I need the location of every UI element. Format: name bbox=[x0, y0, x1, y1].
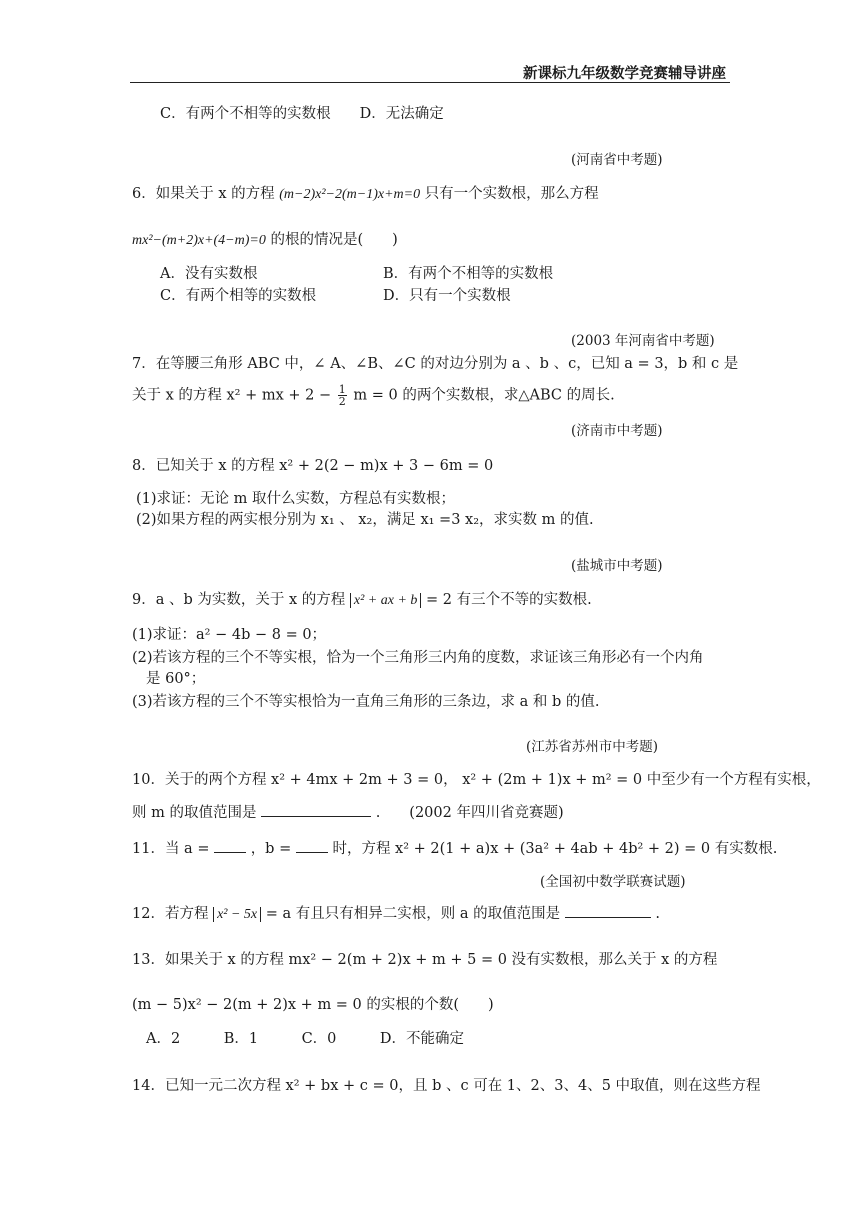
q11-text-2: ，b = bbox=[250, 841, 292, 857]
fraction-numerator: 1 bbox=[338, 383, 346, 396]
question-13: 13．如果关于 x 的方程 mx² − 2(m + 2)x + m + 5 = 0 没有实数根，那么关于 x 的方程 bbox=[132, 952, 718, 968]
fraction bbox=[338, 384, 347, 407]
q11-text: 11．当 a = bbox=[132, 841, 210, 857]
source-note: (江苏省苏州市中考题) bbox=[526, 739, 659, 755]
question-9 bbox=[132, 590, 592, 611]
q9-text-2: = 2 有三个不等的实数根. bbox=[426, 592, 592, 608]
fraction-denominator: 2 bbox=[338, 395, 346, 408]
answer-blank[interactable] bbox=[214, 838, 246, 853]
q5-options-cd: C．有两个不相等的实数根 D．无法确定 bbox=[160, 106, 444, 122]
q13-options: A．2 B．1 C．0 D．不能确定 bbox=[146, 1031, 465, 1047]
q9-part-3: (3)若该方程的三个不等实根恰为一直角三角形的三条边，求 a 和 b 的值. bbox=[132, 694, 600, 710]
q6-option-d: D．只有一个实数根 bbox=[383, 288, 511, 304]
source-note: (2003 年河南省中考题) bbox=[571, 333, 715, 349]
question-14: 14．已知一元二次方程 x² + bx + c = 0，且 b 、c 可在 1、2、3、4、5 中取值，则在这些方程 bbox=[132, 1078, 761, 1094]
answer-blank[interactable] bbox=[565, 903, 651, 918]
header-title: 新课标九年级数学竞赛辅导讲座 bbox=[523, 66, 726, 82]
q7-text: 关于 x 的方程 x² + mx + 2 − bbox=[132, 387, 332, 404]
q6-text-2: 只有一个实数根，那么方程 bbox=[424, 186, 599, 202]
source-note: (济南市中考题) bbox=[571, 423, 663, 439]
q6-option-b: B．有两个不相等的实数根 bbox=[383, 266, 554, 282]
q10-line-2 bbox=[132, 802, 564, 823]
question-6 bbox=[132, 184, 599, 205]
q12-text: 12．若方程 bbox=[132, 906, 209, 922]
q6-equation: (m−2)x²−2(m−1)x+m=0 bbox=[279, 187, 421, 202]
q12-text-2: = a 有且只有相异二实根，则 a 的取值范围是 bbox=[265, 906, 561, 922]
q10-text: 则 m 的取值范围是 bbox=[132, 805, 257, 821]
question-10: 10．关于的两个方程 x² + 4mx + 2m + 3 = 0， x² + (2m + 1)x + m² = 0 中至少有一个方程有实根， bbox=[132, 772, 821, 788]
answer-blank[interactable] bbox=[296, 838, 328, 853]
absolute-value: x² + ax + b bbox=[350, 593, 422, 608]
q7-text-2: m = 0 的两个实数根，求△ABC 的周长. bbox=[353, 387, 615, 404]
q7-line-2 bbox=[132, 384, 615, 407]
q9-part-2: (2)若该方程的三个不等实根，恰为一个三角形三内角的度数，求证该三角形必有一个内角 bbox=[132, 650, 704, 666]
q12-end: . bbox=[655, 906, 660, 922]
q8-part-2: (2)如果方程的两实根分别为 x₁ 、 x₂，满足 x₁ =3 x₂，求实数 m 的值. bbox=[136, 512, 594, 528]
q11-text-3: 时，方程 x² + 2(1 + a)x + (3a² + 4ab + 4b² + 2) = 0 有实数根. bbox=[332, 841, 778, 857]
q9-part-2-cont: 是 60°； bbox=[146, 671, 206, 687]
question-7: 7．在等腰三角形 ABC 中，∠ A、∠B、∠C 的对边分别为 a 、b 、c，已知 a = 3，b 和 c 是 bbox=[132, 356, 739, 372]
q10-text-2: . (2002 年四川省竞赛题) bbox=[375, 805, 564, 821]
source-note: (盐城市中考题) bbox=[571, 558, 663, 574]
q9-part-1: (1)求证：a² − 4b − 8 = 0； bbox=[132, 627, 327, 643]
q8-part-1: (1)求证：无论 m 取什么实数，方程总有实数根； bbox=[136, 491, 456, 507]
q6-equation-2: mx²−(m+2)x+(4−m)=0 bbox=[132, 233, 266, 248]
question-8: 8．已知关于 x 的方程 x² + 2(2 − m)x + 3 − 6m = 0 bbox=[132, 458, 494, 474]
absolute-value: x² − 5x bbox=[213, 907, 261, 922]
q6-text: 6．如果关于 x 的方程 bbox=[132, 186, 275, 202]
page-header bbox=[130, 62, 730, 83]
question-12 bbox=[132, 903, 660, 925]
q6-text-3: 的根的情况是( ) bbox=[270, 232, 398, 248]
question-11 bbox=[132, 838, 777, 859]
source-note: (河南省中考题) bbox=[571, 152, 663, 168]
q9-text: 9．a 、b 为实数，关于 x 的方程 bbox=[132, 592, 346, 608]
q6-option-c: C．有两个相等的实数根 bbox=[160, 288, 317, 304]
q13-line-2: (m − 5)x² − 2(m + 2)x + m = 0 的实根的个数( ) bbox=[132, 997, 494, 1013]
q6-line-2 bbox=[132, 230, 398, 251]
q6-option-a: A．没有实数根 bbox=[160, 266, 258, 282]
answer-blank[interactable] bbox=[261, 802, 371, 817]
source-note: (全国初中数学联赛试题) bbox=[540, 874, 686, 890]
